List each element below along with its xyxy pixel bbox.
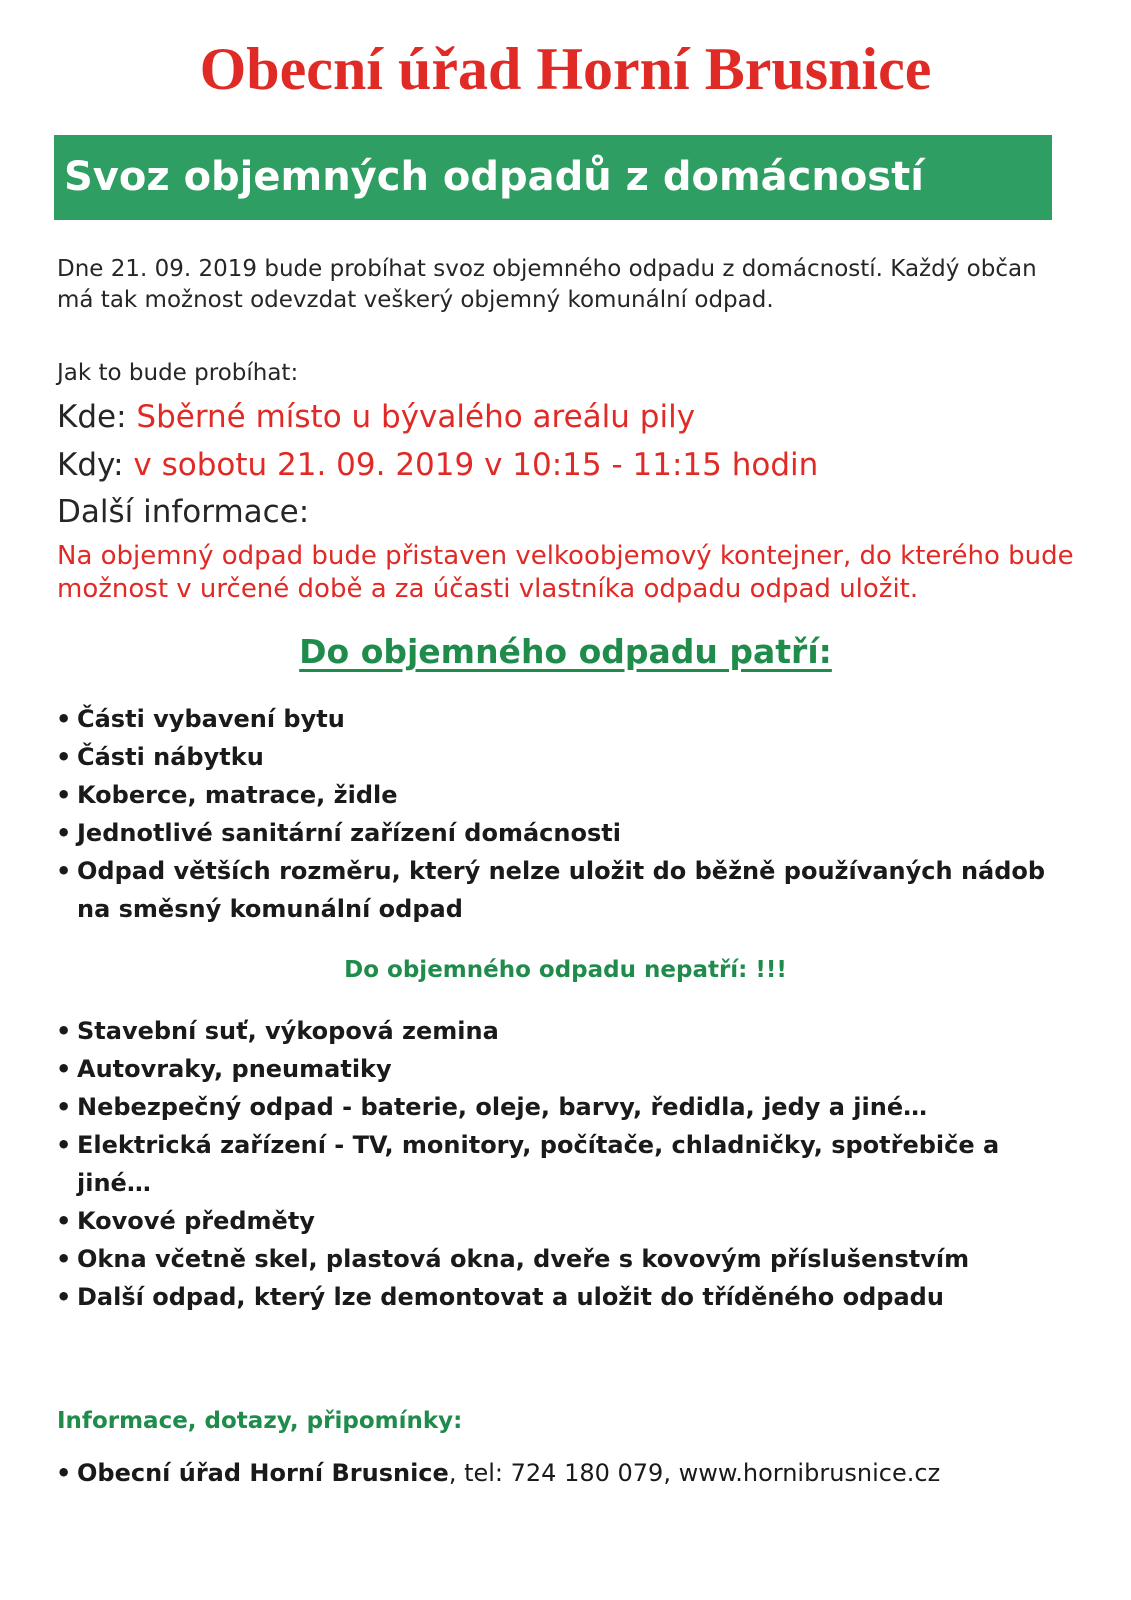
list-item-text: Okna včetně skel, plastová okna, dveře s kovovým příslušenstvím bbox=[77, 1245, 970, 1273]
bullet-icon: • bbox=[56, 1245, 72, 1273]
list-item bbox=[56, 776, 1076, 814]
list-item bbox=[56, 1012, 1076, 1050]
bullet-icon: • bbox=[56, 1459, 72, 1487]
how-label: Jak to bude probíhat: bbox=[57, 360, 299, 386]
bullet-icon: • bbox=[56, 781, 72, 809]
contact-details: , tel: 724 180 079, www.hornibrusnice.cz bbox=[448, 1459, 941, 1487]
contact-heading: Informace, dotazy, připomínky: bbox=[57, 1408, 463, 1434]
where-line bbox=[57, 396, 695, 438]
bullet-icon: • bbox=[56, 1207, 72, 1235]
when-line bbox=[57, 444, 818, 486]
list-item bbox=[56, 1240, 1076, 1278]
list-item bbox=[56, 852, 1076, 928]
list-item-text: Nebezpečný odpad - baterie, oleje, barvy, ředidla, jedy a jiné… bbox=[77, 1093, 928, 1121]
title-banner bbox=[54, 135, 1052, 220]
list-item bbox=[56, 738, 1076, 776]
list-item bbox=[56, 1278, 1076, 1316]
list-item-text: Autovraky, pneumatiky bbox=[77, 1055, 392, 1083]
list-item-text: Stavební suť, výkopová zemina bbox=[77, 1017, 499, 1045]
where-label: Kde: bbox=[57, 399, 127, 435]
list-item bbox=[56, 1126, 1076, 1202]
list-item-text: Části vybavení bytu bbox=[77, 705, 345, 733]
page-title: Obecní úřad Horní Brusnice bbox=[199, 36, 932, 102]
list-item bbox=[56, 1088, 1076, 1126]
contact-list bbox=[56, 1454, 1076, 1492]
where-value: Sběrné místo u bývalého areálu pily bbox=[136, 399, 696, 435]
bullet-icon: • bbox=[56, 1093, 72, 1121]
more-info-label: Další informace: bbox=[57, 494, 310, 530]
contact-office: Obecní úřad Horní Brusnice bbox=[77, 1459, 449, 1487]
intro-paragraph: Dne 21. 09. 2019 bude probíhat svoz objemného odpadu z domácností. Každý občan má tak možnost odevzdat veškerý objemný komunální odpad. bbox=[57, 256, 1037, 313]
bullet-icon: • bbox=[56, 1017, 72, 1045]
bullet-icon: • bbox=[56, 705, 72, 733]
when-value: v sobotu 21. 09. 2019 v 10:15 - 11:15 hodin bbox=[133, 447, 819, 483]
list-item-text: Kovové předměty bbox=[77, 1207, 315, 1235]
list-item-text: Jednotlivé sanitární zařízení domácnosti bbox=[77, 819, 621, 847]
allowed-list bbox=[56, 700, 1076, 928]
bullet-icon: • bbox=[56, 1055, 72, 1083]
bullet-icon: • bbox=[56, 1283, 72, 1311]
list-item-text: Další odpad, který lze demontovat a uložit do tříděného odpadu bbox=[77, 1283, 944, 1311]
list-item bbox=[56, 1202, 1076, 1240]
bullet-icon: • bbox=[56, 743, 72, 771]
more-info-text: Na objemný odpad bude přistaven velkoobjemový kontejner, do kterého bude možnost v určené době a za účasti vlastníka odpadu odpad uložit. bbox=[57, 541, 1074, 604]
when-label: Kdy: bbox=[57, 447, 124, 483]
list-item bbox=[56, 1050, 1076, 1088]
bullet-icon: • bbox=[56, 819, 72, 847]
forbidden-heading: Do objemného odpadu nepatří: !!! bbox=[344, 957, 787, 983]
banner-title: Svoz objemných odpadů z domácností bbox=[64, 154, 924, 200]
contact-item bbox=[56, 1454, 1076, 1492]
list-item-text: Elektrická zařízení - TV, monitory, počítače, chladničky, spotřebiče a jiné… bbox=[77, 1131, 1000, 1197]
forbidden-list bbox=[56, 1012, 1076, 1316]
list-item-text: Koberce, matrace, židle bbox=[77, 781, 398, 809]
list-item bbox=[56, 814, 1076, 852]
list-item bbox=[56, 700, 1076, 738]
bullet-icon: • bbox=[56, 857, 72, 885]
list-item-text: Odpad větších rozměru, který nelze uložit do běžně používaných nádob na směsný komunální odpad bbox=[77, 857, 1046, 923]
bullet-icon: • bbox=[56, 1131, 72, 1159]
allowed-heading: Do objemného odpadu patří: bbox=[299, 632, 832, 671]
list-item-text: Části nábytku bbox=[77, 743, 264, 771]
